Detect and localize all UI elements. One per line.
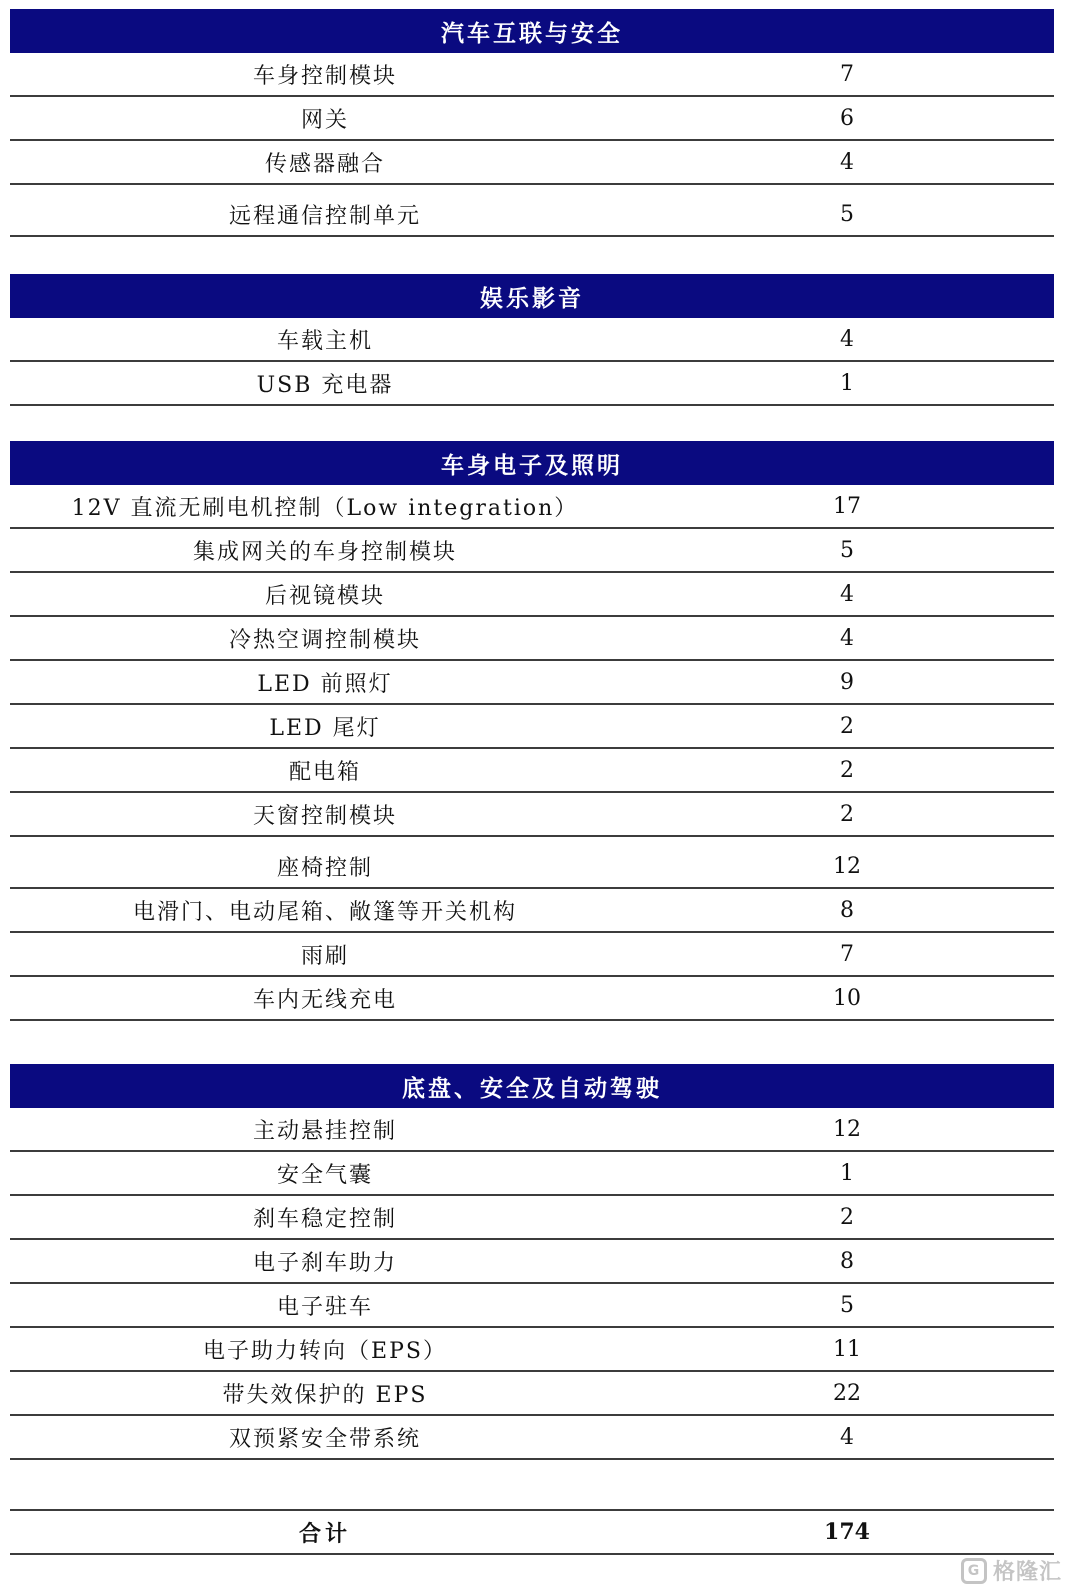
total-value: 174 bbox=[824, 1519, 870, 1545]
table-row bbox=[10, 1240, 1054, 1284]
row-value: 4 bbox=[840, 1424, 854, 1450]
row-value: 5 bbox=[840, 201, 854, 227]
row-value: 5 bbox=[840, 1292, 854, 1318]
table-row bbox=[10, 529, 1054, 573]
table-row bbox=[10, 97, 1054, 141]
gelonghui-logo-icon: G bbox=[961, 1558, 987, 1584]
row-value: 11 bbox=[833, 1336, 861, 1362]
row-label: 电子刹车助力 bbox=[252, 1250, 397, 1276]
table-row bbox=[10, 1108, 1054, 1152]
table-row bbox=[10, 977, 1054, 1021]
row-label: 座椅控制 bbox=[276, 855, 373, 881]
section-header: 底盘、安全及自动驾驶 bbox=[10, 1064, 1054, 1108]
section-body-electronics-lighting bbox=[10, 441, 1054, 1021]
row-value: 12 bbox=[833, 1116, 861, 1142]
table-row bbox=[10, 141, 1054, 185]
row-value: 2 bbox=[840, 757, 854, 783]
row-value: 4 bbox=[840, 581, 854, 607]
total-label: 合计 bbox=[298, 1520, 351, 1547]
row-label: 安全气囊 bbox=[276, 1162, 373, 1188]
table-row bbox=[10, 1284, 1054, 1328]
section-header: 车身电子及照明 bbox=[10, 441, 1054, 485]
section-header: 娱乐影音 bbox=[10, 274, 1054, 318]
table-row bbox=[10, 53, 1054, 97]
row-label: 12V 直流无刷电机控制（Low integration） bbox=[71, 495, 579, 521]
row-label: 天窗控制模块 bbox=[252, 803, 397, 829]
table-row bbox=[10, 1152, 1054, 1196]
table-row bbox=[10, 485, 1054, 529]
row-label: 车身控制模块 bbox=[252, 63, 397, 89]
table-row bbox=[10, 318, 1054, 362]
table-row bbox=[10, 617, 1054, 661]
row-label: USB 充电器 bbox=[256, 372, 394, 398]
table-row bbox=[10, 1328, 1054, 1372]
row-value: 1 bbox=[840, 1160, 854, 1186]
row-label: 车内无线充电 bbox=[252, 987, 397, 1013]
row-label: 带失效保护的 EPS bbox=[222, 1382, 428, 1408]
table-row bbox=[10, 749, 1054, 793]
table-row bbox=[10, 837, 1054, 889]
row-value: 8 bbox=[840, 1248, 854, 1274]
table-row bbox=[10, 705, 1054, 749]
watermark-text: 格隆汇 bbox=[992, 1560, 1062, 1585]
row-value: 17 bbox=[833, 493, 861, 519]
row-value: 4 bbox=[840, 326, 854, 352]
row-label: 后视镜模块 bbox=[264, 583, 385, 609]
table-row bbox=[10, 573, 1054, 617]
row-value: 2 bbox=[840, 1204, 854, 1230]
table-row bbox=[10, 889, 1054, 933]
table-row bbox=[10, 362, 1054, 406]
row-value: 2 bbox=[840, 801, 854, 827]
row-label: 电滑门、电动尾箱、敞篷等开关机构 bbox=[132, 899, 517, 925]
row-value: 12 bbox=[833, 853, 861, 879]
table-row bbox=[10, 1372, 1054, 1416]
section-header: 汽车互联与安全 bbox=[10, 9, 1054, 53]
row-value: 1 bbox=[840, 370, 854, 396]
row-value: 7 bbox=[840, 941, 854, 967]
row-label: 雨刷 bbox=[300, 943, 349, 969]
row-value: 4 bbox=[840, 625, 854, 651]
table-row bbox=[10, 1196, 1054, 1240]
row-label: 配电箱 bbox=[288, 759, 361, 785]
row-label: 集成网关的车身控制模块 bbox=[192, 539, 457, 565]
row-label: 传感器融合 bbox=[264, 151, 385, 177]
section-connectivity-safety bbox=[10, 9, 1054, 237]
table-row bbox=[10, 793, 1054, 837]
section-infotainment bbox=[10, 274, 1054, 406]
row-value: 22 bbox=[833, 1380, 861, 1406]
total-row bbox=[10, 1509, 1054, 1555]
table-row bbox=[10, 933, 1054, 977]
row-value: 4 bbox=[840, 149, 854, 175]
table-row bbox=[10, 185, 1054, 237]
row-value: 2 bbox=[840, 713, 854, 739]
table-row bbox=[10, 661, 1054, 705]
row-value: 7 bbox=[840, 61, 854, 87]
row-label: 刹车稳定控制 bbox=[252, 1206, 397, 1232]
row-label: LED 尾灯 bbox=[269, 715, 381, 741]
row-value: 6 bbox=[840, 105, 854, 131]
row-value: 10 bbox=[833, 985, 861, 1011]
table-row bbox=[10, 1416, 1054, 1460]
row-label: 电子助力转向（EPS） bbox=[203, 1338, 447, 1364]
row-label: 双预紧安全带系统 bbox=[228, 1426, 421, 1452]
row-label: 主动悬挂控制 bbox=[252, 1118, 397, 1144]
row-value: 5 bbox=[840, 537, 854, 563]
row-label: 冷热空调控制模块 bbox=[228, 627, 421, 653]
row-value: 8 bbox=[840, 897, 854, 923]
row-label: LED 前照灯 bbox=[257, 671, 393, 697]
row-value: 9 bbox=[840, 669, 854, 695]
row-label: 车载主机 bbox=[276, 328, 373, 354]
row-label: 电子驻车 bbox=[276, 1294, 373, 1320]
row-label: 网关 bbox=[300, 107, 349, 133]
row-label: 远程通信控制单元 bbox=[228, 203, 421, 229]
section-chassis-safety-adas bbox=[10, 1064, 1054, 1460]
watermark bbox=[961, 1555, 1062, 1586]
